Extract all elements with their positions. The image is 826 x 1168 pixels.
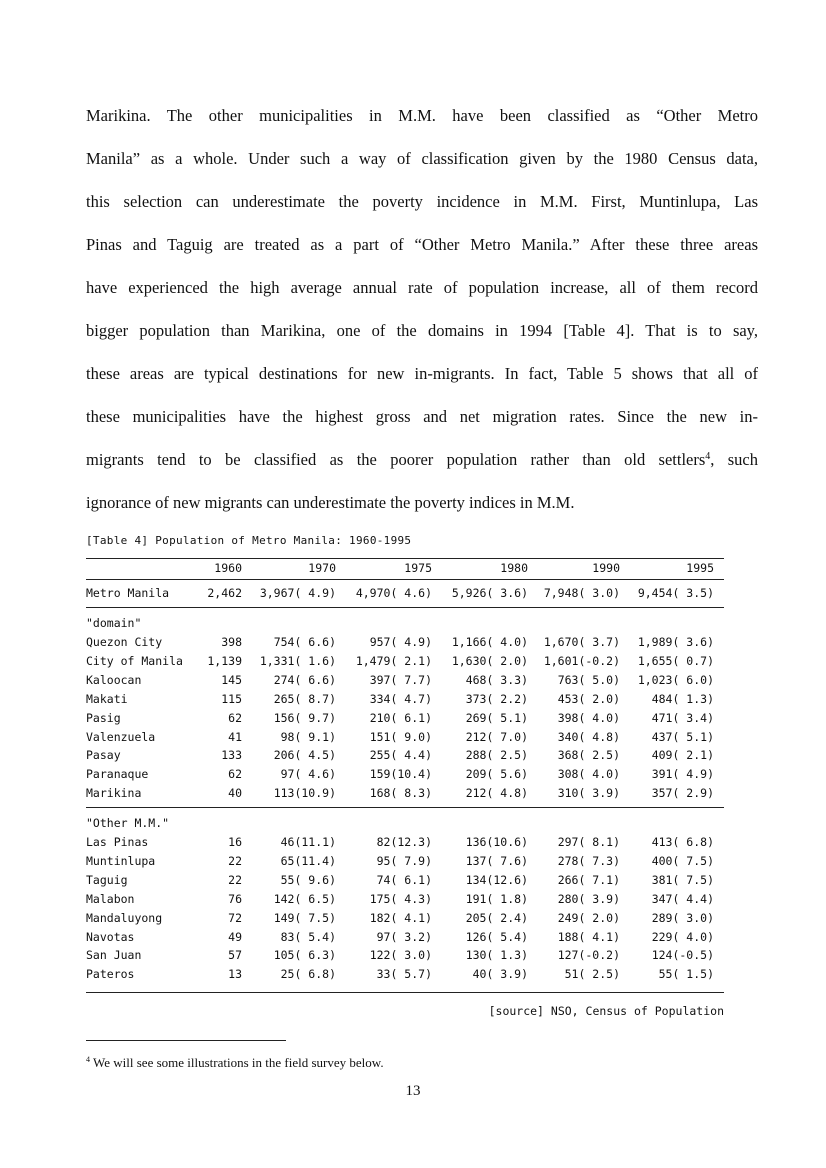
table-cell: 1990 (592, 561, 620, 575)
paragraph-line-text: have experienced the high average annual rate of population increase, all of them record (86, 278, 758, 297)
other-group-header (86, 816, 724, 835)
table-top-rule (86, 558, 724, 559)
table-cell: 156( 9.7) (273, 710, 336, 725)
table-cell: 484( 1.3) (651, 691, 714, 706)
footnote-divider (86, 1040, 286, 1041)
row-label: Mandaluyong (86, 910, 163, 925)
row-label: City of Manila (86, 653, 183, 668)
table-cell: 5,926( 3.6) (451, 586, 528, 600)
table-cell: 124(-0.5) (651, 948, 714, 963)
paragraph-line-text: these municipalities have the highest gross and net migration rates. Since the new in- (86, 407, 758, 426)
table-cell: 269( 5.1) (465, 710, 528, 725)
row-label: Kaloocan (86, 672, 142, 687)
table-cell: 453( 2.0) (557, 691, 620, 706)
table-header-row (86, 561, 724, 580)
table-cell: 55( 9.6) (280, 872, 336, 887)
table-cell: 65(11.4) (280, 853, 336, 868)
table-cell: 16 (228, 835, 242, 849)
group-label: "domain" (86, 616, 142, 630)
table-cell: 289( 3.0) (651, 910, 714, 925)
paragraph-line (86, 407, 758, 427)
table-cell: 471( 3.4) (651, 710, 714, 725)
paragraph-line (86, 192, 758, 212)
table-cell: 1,479( 2.1) (355, 653, 432, 668)
table-cell: 182( 4.1) (369, 910, 432, 925)
paragraph-line (86, 364, 758, 384)
table-cell: 49 (228, 929, 242, 944)
table-cell: 145 (221, 672, 242, 687)
table-cell: 274( 6.6) (273, 672, 336, 687)
paragraph-line (86, 235, 758, 255)
table-cell: 209( 5.6) (465, 767, 528, 782)
row-label: Navotas (86, 929, 135, 944)
row-label: Makati (86, 691, 128, 706)
table-row (86, 692, 724, 711)
table-cell: 288( 2.5) (465, 748, 528, 763)
table-cell: 83( 5.4) (280, 929, 336, 944)
table-cell: 212( 4.8) (465, 786, 528, 801)
table-cell: 97( 3.2) (376, 929, 432, 944)
table-row (86, 911, 724, 930)
table-cell: 212( 7.0) (465, 729, 528, 744)
page-number: 13 (405, 1083, 421, 1099)
table-row (86, 948, 724, 967)
table-cell: 210( 6.1) (369, 710, 432, 725)
table-cell: 40 (228, 786, 242, 801)
row-label: Quezon City (86, 635, 163, 649)
table-cell: 1,331( 1.6) (259, 653, 336, 668)
group-label: "Other M.M." (86, 816, 170, 830)
table-cell: 340( 4.8) (557, 729, 620, 744)
footnote-number: 4 (86, 1055, 90, 1064)
table-cell: 1960 (214, 561, 242, 575)
table-cell: 398( 4.0) (557, 710, 620, 725)
table-domain-rule (86, 807, 724, 808)
table-cell: 95( 7.9) (376, 853, 432, 868)
table-row (86, 711, 724, 730)
table-cell: 381( 7.5) (651, 872, 714, 887)
table-cell: 40( 3.9) (472, 967, 528, 982)
table-cell: 113(10.9) (273, 786, 336, 801)
table-cell: 57 (228, 948, 242, 963)
table-cell: 398 (221, 635, 242, 649)
table-cell: 2,462 (207, 586, 242, 600)
paragraph-line (86, 493, 758, 513)
table-cell: 1,655( 0.7) (637, 653, 714, 668)
table-cell: 754( 6.6) (273, 635, 336, 649)
table-cell: 437( 5.1) (651, 729, 714, 744)
table-cell: 133 (221, 748, 242, 763)
table-cell: 468( 3.3) (465, 672, 528, 687)
table-cell: 1,139 (207, 653, 242, 668)
table-cell: 266( 7.1) (557, 872, 620, 887)
table-cell: 74( 6.1) (376, 872, 432, 887)
table-cell: 308( 4.0) (557, 767, 620, 782)
paragraph-line-text: this selection can underestimate the poverty incidence in M.M. First, Muntinlupa, Las (86, 192, 758, 211)
table-cell: 391( 4.9) (651, 767, 714, 782)
table-cell: 1,630( 2.0) (451, 653, 528, 668)
table-cell: 62 (228, 710, 242, 725)
table-row (86, 835, 724, 854)
row-label: San Juan (86, 948, 142, 963)
table-cell: 82(12.3) (376, 835, 432, 849)
table-row (86, 748, 724, 767)
table-source: [source] NSO, Census of Population (488, 1004, 724, 1018)
table-cell: 9,454( 3.5) (637, 586, 714, 600)
table-cell: 62 (228, 767, 242, 782)
table-row (86, 786, 724, 805)
table-cell: 126( 5.4) (465, 929, 528, 944)
table-cell: 51( 2.5) (564, 967, 620, 982)
table-cell: 205( 2.4) (465, 910, 528, 925)
row-label: Paranaque (86, 767, 149, 782)
table-cell: 22 (228, 853, 242, 868)
table-cell: 347( 4.4) (651, 891, 714, 906)
table-cell: 373( 2.2) (465, 691, 528, 706)
table-cell: 334( 4.7) (369, 691, 432, 706)
row-label: Pateros (86, 967, 135, 982)
paragraph-line-text: migrants tend to be classified as the poorer population rather than old settlers (86, 450, 706, 469)
table-cell: 400( 7.5) (651, 853, 714, 868)
paragraph-line (86, 450, 758, 470)
paragraph-line-text: Manila” as a whole. Under such a way of classification given by the 1980 Census data, (86, 149, 758, 168)
table-cell: 46(11.1) (280, 835, 336, 849)
table-row (86, 854, 724, 873)
table-cell: 1995 (686, 561, 714, 575)
table-cell: 22 (228, 872, 242, 887)
paragraph-line (86, 278, 758, 298)
table-cell: 115 (221, 691, 242, 706)
table-cell: 13 (228, 967, 242, 982)
table-row (86, 673, 724, 692)
paragraph-line (86, 321, 758, 341)
table-row (86, 635, 724, 654)
table-cell: 7,948( 3.0) (543, 586, 620, 600)
table-cell: 1,601(-0.2) (543, 653, 620, 668)
footnote-reference: 4 (705, 451, 711, 462)
table-row (86, 967, 724, 986)
table-cell: 159(10.4) (369, 767, 432, 782)
table-header-rule (86, 579, 724, 580)
table-cell: 151( 9.0) (369, 729, 432, 744)
row-label: Pasay (86, 748, 121, 763)
table-row (86, 892, 724, 911)
table-cell: 4,970( 4.6) (355, 586, 432, 600)
domain-group-header (86, 616, 724, 635)
table-row (86, 730, 724, 749)
table-cell: 127(-0.2) (557, 948, 620, 963)
table-cell: 763( 5.0) (557, 672, 620, 687)
table-cell: 1,670( 3.7) (543, 635, 620, 649)
paragraph-line (86, 149, 758, 169)
table-cell: 357( 2.9) (651, 786, 714, 801)
table-cell: 122( 3.0) (369, 948, 432, 963)
table-row (86, 873, 724, 892)
table-cell: 188( 4.1) (557, 929, 620, 944)
table-cell: 76 (228, 891, 242, 906)
table-cell: 55( 1.5) (658, 967, 714, 982)
table-cell: 134(12.6) (465, 872, 528, 887)
paragraph-line-text: Marikina. The other municipalities in M.M. have been classified as “Other Metro (86, 106, 758, 125)
table-row (86, 654, 724, 673)
table-cell: 1,023( 6.0) (637, 672, 714, 687)
table-total-row (86, 586, 724, 605)
table-cell: 72 (228, 910, 242, 925)
table-row (86, 930, 724, 949)
table-cell: 1980 (500, 561, 528, 575)
table-cell: 310( 3.9) (557, 786, 620, 801)
table-cell: 1970 (308, 561, 336, 575)
paragraph-line-tail: , such (710, 450, 758, 469)
row-label: Taguig (86, 872, 128, 887)
table-cell: 265( 8.7) (273, 691, 336, 706)
table-cell: 25( 6.8) (280, 967, 336, 982)
table-cell: 41 (228, 729, 242, 744)
table-cell: 33( 5.7) (376, 967, 432, 982)
table-cell: 278( 7.3) (557, 853, 620, 868)
table-cell: 1,166( 4.0) (451, 635, 528, 649)
table-cell: 136(10.6) (465, 835, 528, 849)
row-label: Marikina (86, 786, 142, 801)
table-cell: 249( 2.0) (557, 910, 620, 925)
table-cell: 255( 4.4) (369, 748, 432, 763)
table-row (86, 767, 724, 786)
table-title: [Table 4] Population of Metro Manila: 1960-1995 (86, 534, 412, 547)
table-cell: 297( 8.1) (557, 835, 620, 849)
table-cell: 413( 6.8) (651, 835, 714, 849)
table-cell: 168( 8.3) (369, 786, 432, 801)
table-cell: 368( 2.5) (557, 748, 620, 763)
table-cell: 229( 4.0) (651, 929, 714, 944)
paragraph-line-text: ignorance of new migrants can underestimate the poverty indices in M.M. (86, 493, 575, 512)
row-label: Las Pinas (86, 835, 149, 849)
table-cell: 175( 4.3) (369, 891, 432, 906)
table-cell: 137( 7.6) (465, 853, 528, 868)
table-bottom-rule (86, 992, 724, 993)
paragraph-line-text: Pinas and Taguig are treated as a part of “Other Metro Manila.” After these three areas (86, 235, 758, 254)
table-cell: 191( 1.8) (465, 891, 528, 906)
paragraph-line-text: bigger population than Marikina, one of the domains in 1994 [Table 4]. That is to say, (86, 321, 758, 340)
table-cell: 97( 4.6) (280, 767, 336, 782)
table-cell: 105( 6.3) (273, 948, 336, 963)
table-cell: 957( 4.9) (369, 635, 432, 649)
table-cell: 142( 6.5) (273, 891, 336, 906)
row-label: Valenzuela (86, 729, 156, 744)
row-label: Malabon (86, 891, 135, 906)
table-cell: 98( 9.1) (280, 729, 336, 744)
table-cell: 3,967( 4.9) (259, 586, 336, 600)
table-cell: 130( 1.3) (465, 948, 528, 963)
table-cell: 409( 2.1) (651, 748, 714, 763)
table-cell: 280( 3.9) (557, 891, 620, 906)
table-cell: 1,989( 3.6) (637, 635, 714, 649)
table-cell: 206( 4.5) (273, 748, 336, 763)
footnote-text: We will see some illustrations in the field survey below. (93, 1055, 384, 1070)
paragraph-line (86, 106, 758, 126)
table-cell: 397( 7.7) (369, 672, 432, 687)
table-total-rule (86, 607, 724, 608)
table-cell: 149( 7.5) (273, 910, 336, 925)
row-label: Metro Manila (86, 586, 170, 600)
row-label: Muntinlupa (86, 853, 156, 868)
row-label: Pasig (86, 710, 121, 725)
footnote (86, 1055, 384, 1071)
table-cell: 1975 (404, 561, 432, 575)
paragraph-line-text: these areas are typical destinations for new in-migrants. In fact, Table 5 shows that all of (86, 364, 758, 383)
